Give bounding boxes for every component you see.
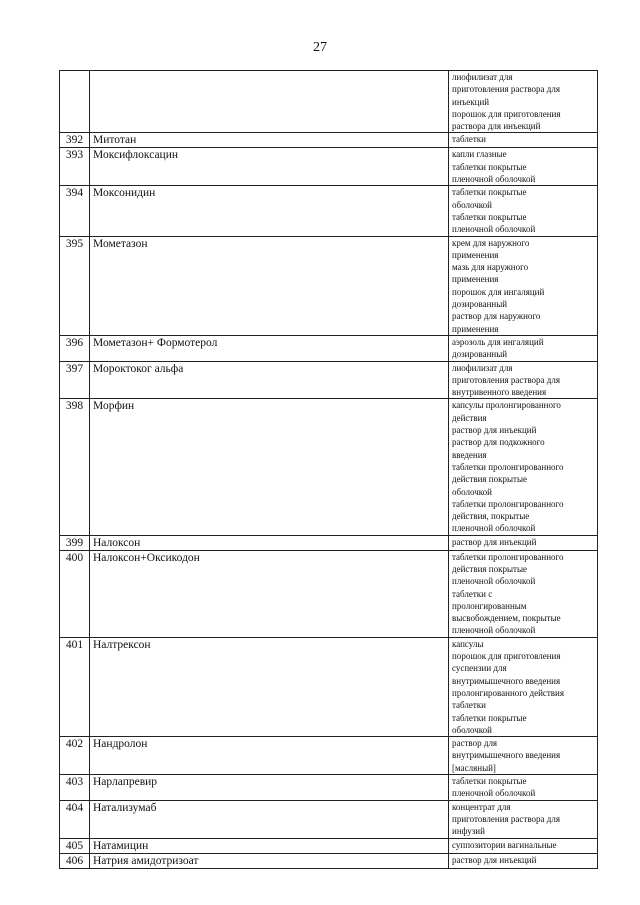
- dosage-form-line: применения: [452, 249, 499, 260]
- dosage-form-line: действия покрытые: [452, 563, 527, 574]
- dosage-form-line: введения: [452, 449, 487, 460]
- dosage-forms: [449, 838, 598, 853]
- row-number: 400: [60, 550, 90, 637]
- dosage-form-line: лиофилизат для: [452, 72, 513, 82]
- dosage-form-line: оболочкой: [452, 486, 492, 497]
- drug-name: Мометазон+ Формотерол: [90, 335, 449, 361]
- drug-name: Натрия амидотризоат: [90, 853, 449, 868]
- dosage-forms: [449, 775, 598, 801]
- dosage-form-line: внутримышечного введения: [452, 750, 561, 761]
- dosage-form-line: оболочкой: [452, 724, 492, 735]
- dosage-form-line: порошок для приготовления: [452, 108, 561, 119]
- dosage-form-line: инфузий: [452, 826, 485, 837]
- drug-name: Нарлапревир: [90, 775, 449, 801]
- dosage-form-line: раствор для инъекций: [452, 536, 537, 547]
- drug-name: Налтрексон: [90, 637, 449, 736]
- dosage-form-line: капсулы: [452, 638, 484, 649]
- dosage-form-line: раствор для наружного: [452, 311, 541, 322]
- dosage-form-line: приготовления раствора для: [452, 374, 560, 385]
- table-row: [60, 737, 598, 775]
- row-number: 402: [60, 737, 90, 775]
- dosage-form-line: мазь для наружного: [452, 262, 529, 273]
- table-row: [60, 637, 598, 736]
- dosage-form-line: таблетки: [452, 700, 487, 711]
- dosage-form-line: таблетки покрытые: [452, 161, 527, 172]
- row-number: 406: [60, 853, 90, 868]
- dosage-form-line: инъекций: [452, 96, 490, 107]
- dosage-form-line: пролонгированным: [452, 600, 527, 611]
- dosage-form-line: капли глазные: [452, 149, 507, 160]
- drug-name: Натамицин: [90, 838, 449, 853]
- row-number: 401: [60, 637, 90, 736]
- dosage-form-line: внутримышечного введения: [452, 675, 561, 686]
- row-number: 394: [60, 186, 90, 236]
- drug-name: Митотан: [90, 133, 449, 148]
- drug-table: [59, 70, 598, 869]
- row-number: 405: [60, 838, 90, 853]
- dosage-form-line: раствора для инъекций: [452, 121, 541, 132]
- dosage-form-line: суппозитории вагинальные: [452, 839, 557, 850]
- table-row: [60, 853, 598, 868]
- dosage-form-line: применения: [452, 274, 499, 285]
- dosage-form-line: приготовления раствора для: [452, 813, 560, 824]
- row-number: 392: [60, 133, 90, 148]
- drug-name: Налоксон: [90, 535, 449, 550]
- dosage-form-line: таблетки пролонгированного: [452, 498, 564, 509]
- dosage-form-line: действия покрытые: [452, 474, 527, 485]
- table-row: [60, 186, 598, 236]
- dosage-forms: [449, 853, 598, 868]
- dosage-form-line: приготовления раствора для: [452, 84, 560, 95]
- dosage-form-line: таблетки с: [452, 588, 493, 599]
- dosage-form-line: применения: [452, 323, 499, 334]
- table-row: [60, 535, 598, 550]
- dosage-form-line: порошок для приготовления: [452, 651, 561, 662]
- dosage-forms: [449, 550, 598, 637]
- dosage-form-line: раствор для инъекций: [452, 854, 537, 865]
- dosage-forms: [449, 361, 598, 399]
- drug-name: Налоксон+Оксикодон: [90, 550, 449, 637]
- dosage-form-line: пленочной оболочкой: [452, 576, 536, 587]
- row-number: 393: [60, 148, 90, 186]
- row-number: 398: [60, 399, 90, 535]
- row-number: 395: [60, 236, 90, 335]
- dosage-forms: [449, 236, 598, 335]
- dosage-form-line: таблетки покрытые: [452, 712, 527, 723]
- dosage-forms: [449, 71, 598, 133]
- dosage-form-line: [масляный]: [452, 762, 496, 773]
- dosage-form-line: внутривенного введения: [452, 387, 547, 398]
- dosage-form-line: оболочкой: [452, 199, 492, 210]
- dosage-form-line: высвобождением, покрытые: [452, 613, 561, 624]
- dosage-form-line: пленочной оболочкой: [452, 174, 536, 185]
- dosage-form-line: концентрат для: [452, 801, 511, 812]
- drug-name: Мометазон: [90, 236, 449, 335]
- drug-name: Натализумаб: [90, 800, 449, 838]
- dosage-form-line: лиофилизат для: [452, 362, 513, 373]
- table-row: [60, 800, 598, 838]
- drug-name: Моксонидин: [90, 186, 449, 236]
- table-row: [60, 838, 598, 853]
- dosage-form-line: пленочной оболочкой: [452, 224, 536, 235]
- dosage-form-line: суспензии для: [452, 663, 507, 674]
- dosage-forms: [449, 133, 598, 148]
- dosage-form-line: дозированный: [452, 349, 508, 360]
- table-row: [60, 399, 598, 535]
- drug-name: Морфин: [90, 399, 449, 535]
- dosage-form-line: таблетки покрытые: [452, 187, 527, 198]
- row-number: 403: [60, 775, 90, 801]
- dosage-forms: [449, 535, 598, 550]
- dosage-form-line: раствор для: [452, 738, 498, 749]
- table-row: [60, 775, 598, 801]
- row-number: 399: [60, 535, 90, 550]
- drug-name: Моксифлоксацин: [90, 148, 449, 186]
- dosage-form-line: таблетки пролонгированного: [452, 551, 564, 562]
- dosage-form-line: таблетки: [452, 134, 487, 145]
- dosage-form-line: капсулы пролонгированного: [452, 400, 561, 411]
- row-number: 404: [60, 800, 90, 838]
- dosage-form-line: пленочной оболочкой: [452, 625, 536, 636]
- row-number: 397: [60, 361, 90, 399]
- row-number: [60, 71, 90, 133]
- dosage-form-line: пленочной оболочкой: [452, 788, 536, 799]
- dosage-form-line: действия: [452, 412, 487, 423]
- dosage-form-line: раствор для подкожного: [452, 437, 545, 448]
- dosage-form-line: таблетки покрытые: [452, 211, 527, 222]
- table-row: [60, 550, 598, 637]
- table-row: [60, 335, 598, 361]
- table-row: [60, 71, 598, 133]
- dosage-form-line: порошок для ингаляций: [452, 286, 545, 297]
- drug-table-body: [60, 71, 598, 869]
- dosage-forms: [449, 737, 598, 775]
- dosage-form-line: пленочной оболочкой: [452, 523, 536, 534]
- table-row: [60, 133, 598, 148]
- dosage-form-line: таблетки покрытые: [452, 776, 527, 787]
- dosage-form-line: раствор для инъекций: [452, 425, 537, 436]
- dosage-forms: [449, 399, 598, 535]
- table-row: [60, 361, 598, 399]
- drug-name: Мороктоког альфа: [90, 361, 449, 399]
- dosage-form-line: таблетки пролонгированного: [452, 461, 564, 472]
- dosage-forms: [449, 148, 598, 186]
- dosage-form-line: пролонгированного действия: [452, 687, 565, 698]
- dosage-forms: [449, 637, 598, 736]
- table-row: [60, 148, 598, 186]
- page-number: 27: [313, 40, 327, 55]
- row-number: 396: [60, 335, 90, 361]
- dosage-forms: [449, 186, 598, 236]
- dosage-form-line: действия, покрытые: [452, 511, 530, 522]
- dosage-form-line: аэрозоль для ингаляций: [452, 336, 544, 347]
- drug-name: Нандролон: [90, 737, 449, 775]
- dosage-forms: [449, 335, 598, 361]
- dosage-forms: [449, 800, 598, 838]
- dosage-form-line: дозированный: [452, 299, 508, 310]
- table-row: [60, 236, 598, 335]
- dosage-form-line: крем для наружного: [452, 237, 530, 248]
- drug-name: [90, 71, 449, 133]
